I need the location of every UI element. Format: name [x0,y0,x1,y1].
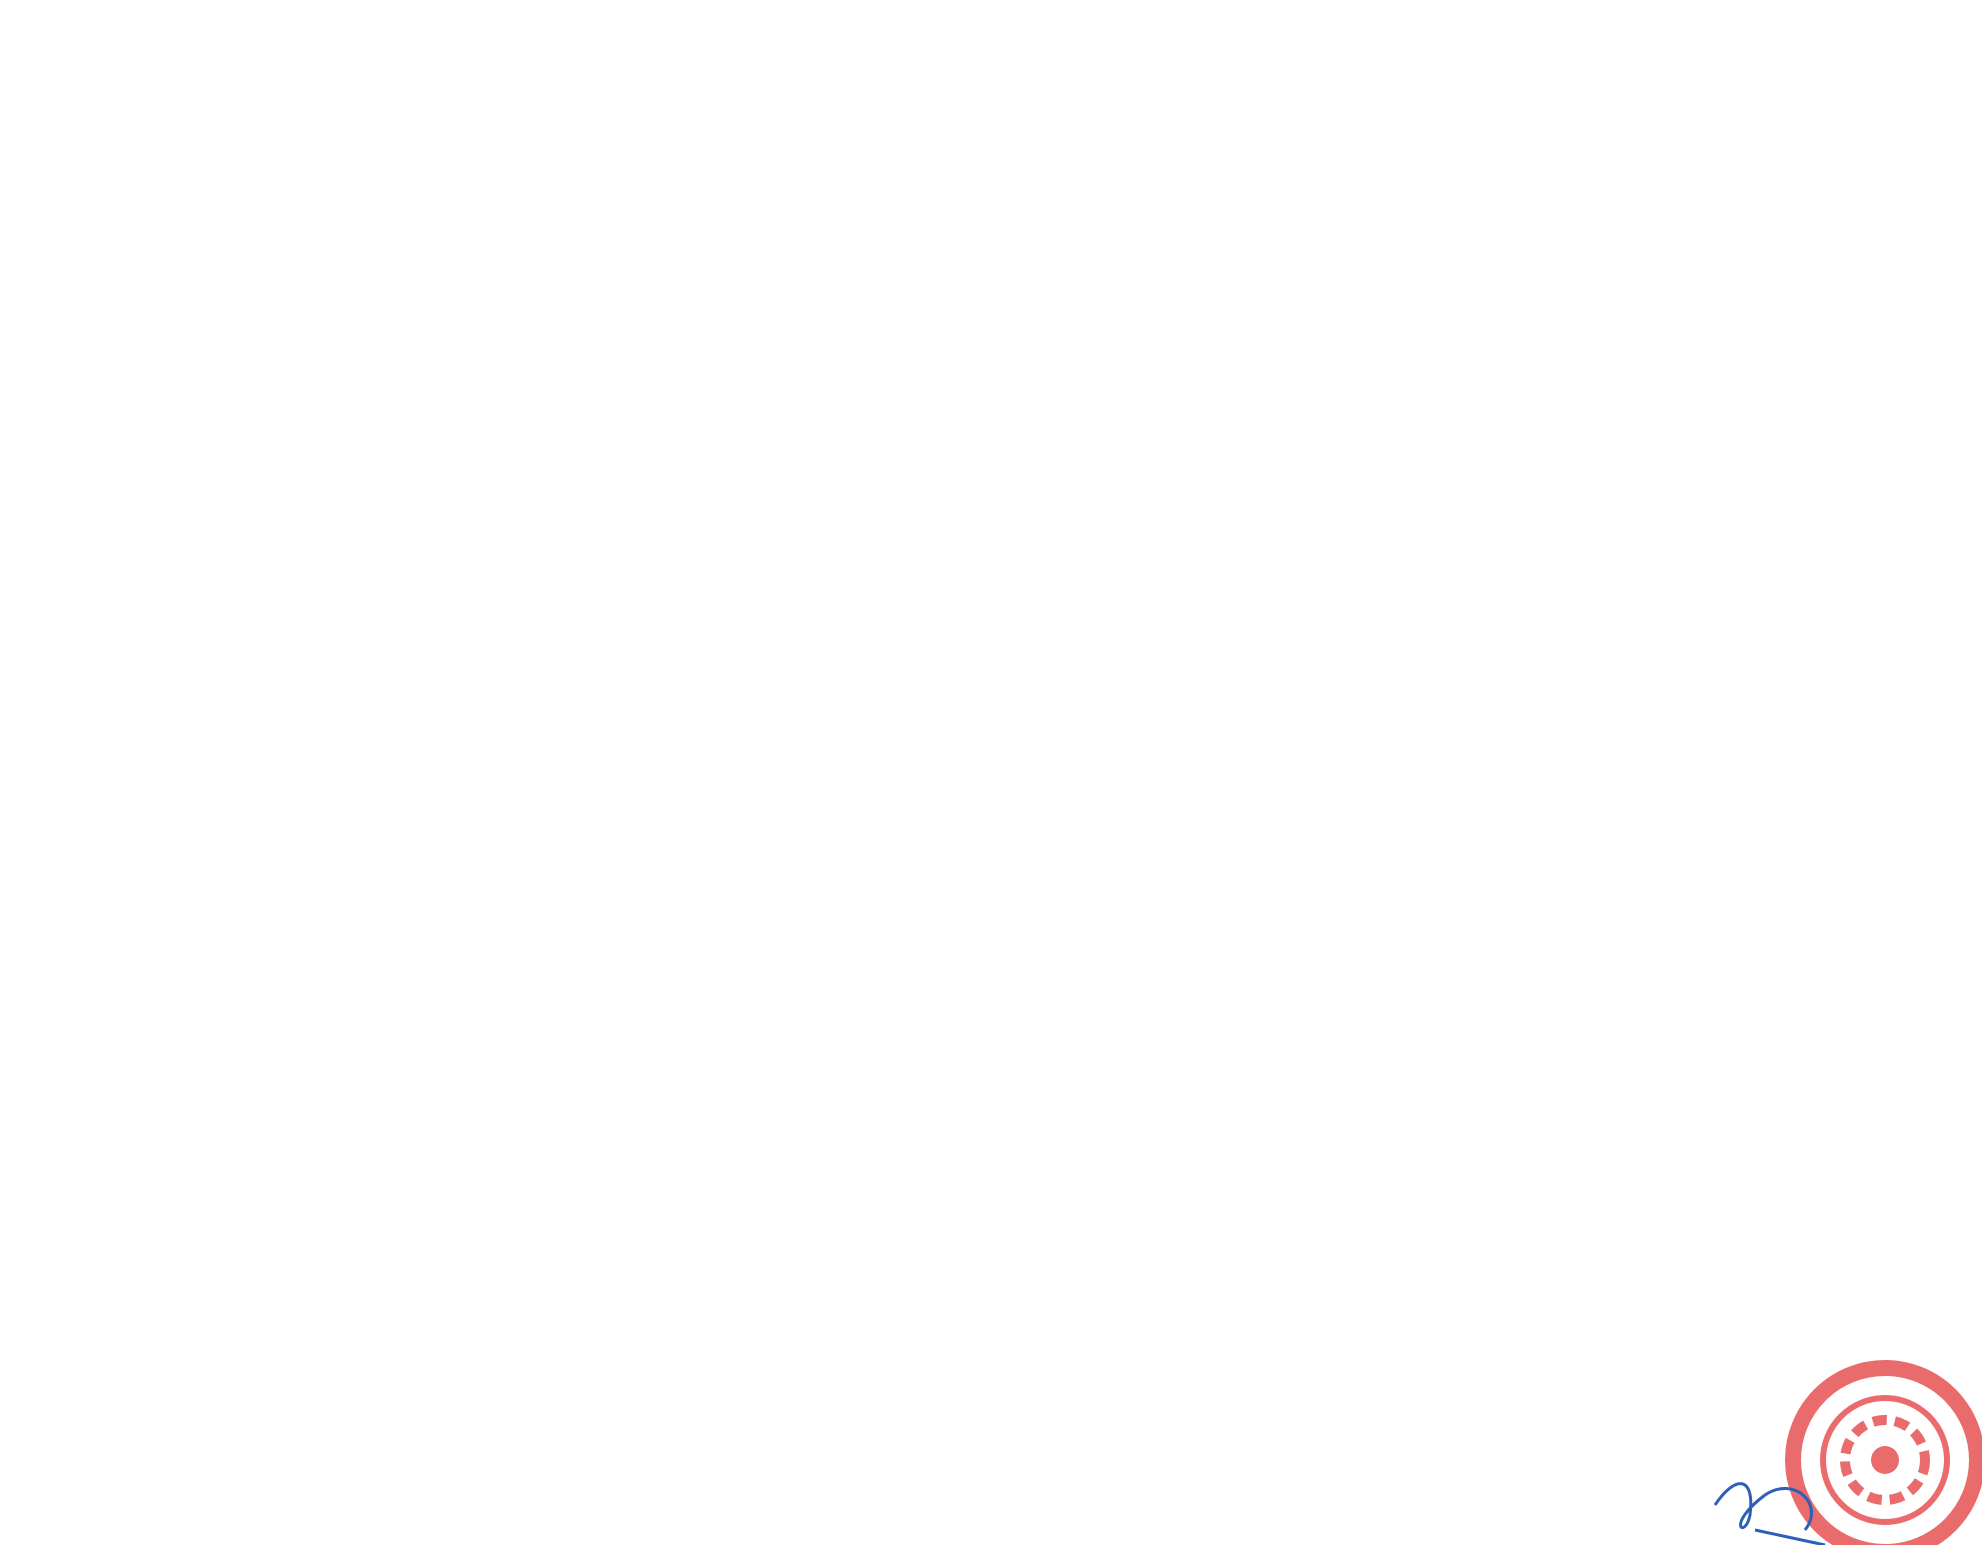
section-heading-row [0,58,1982,85]
intro-line-row [0,4,1982,31]
section-gap [0,31,1982,58]
official-stamp [1565,1355,1982,1545]
document-page [0,4,1982,86]
stamp-seal [1793,1368,1977,1545]
